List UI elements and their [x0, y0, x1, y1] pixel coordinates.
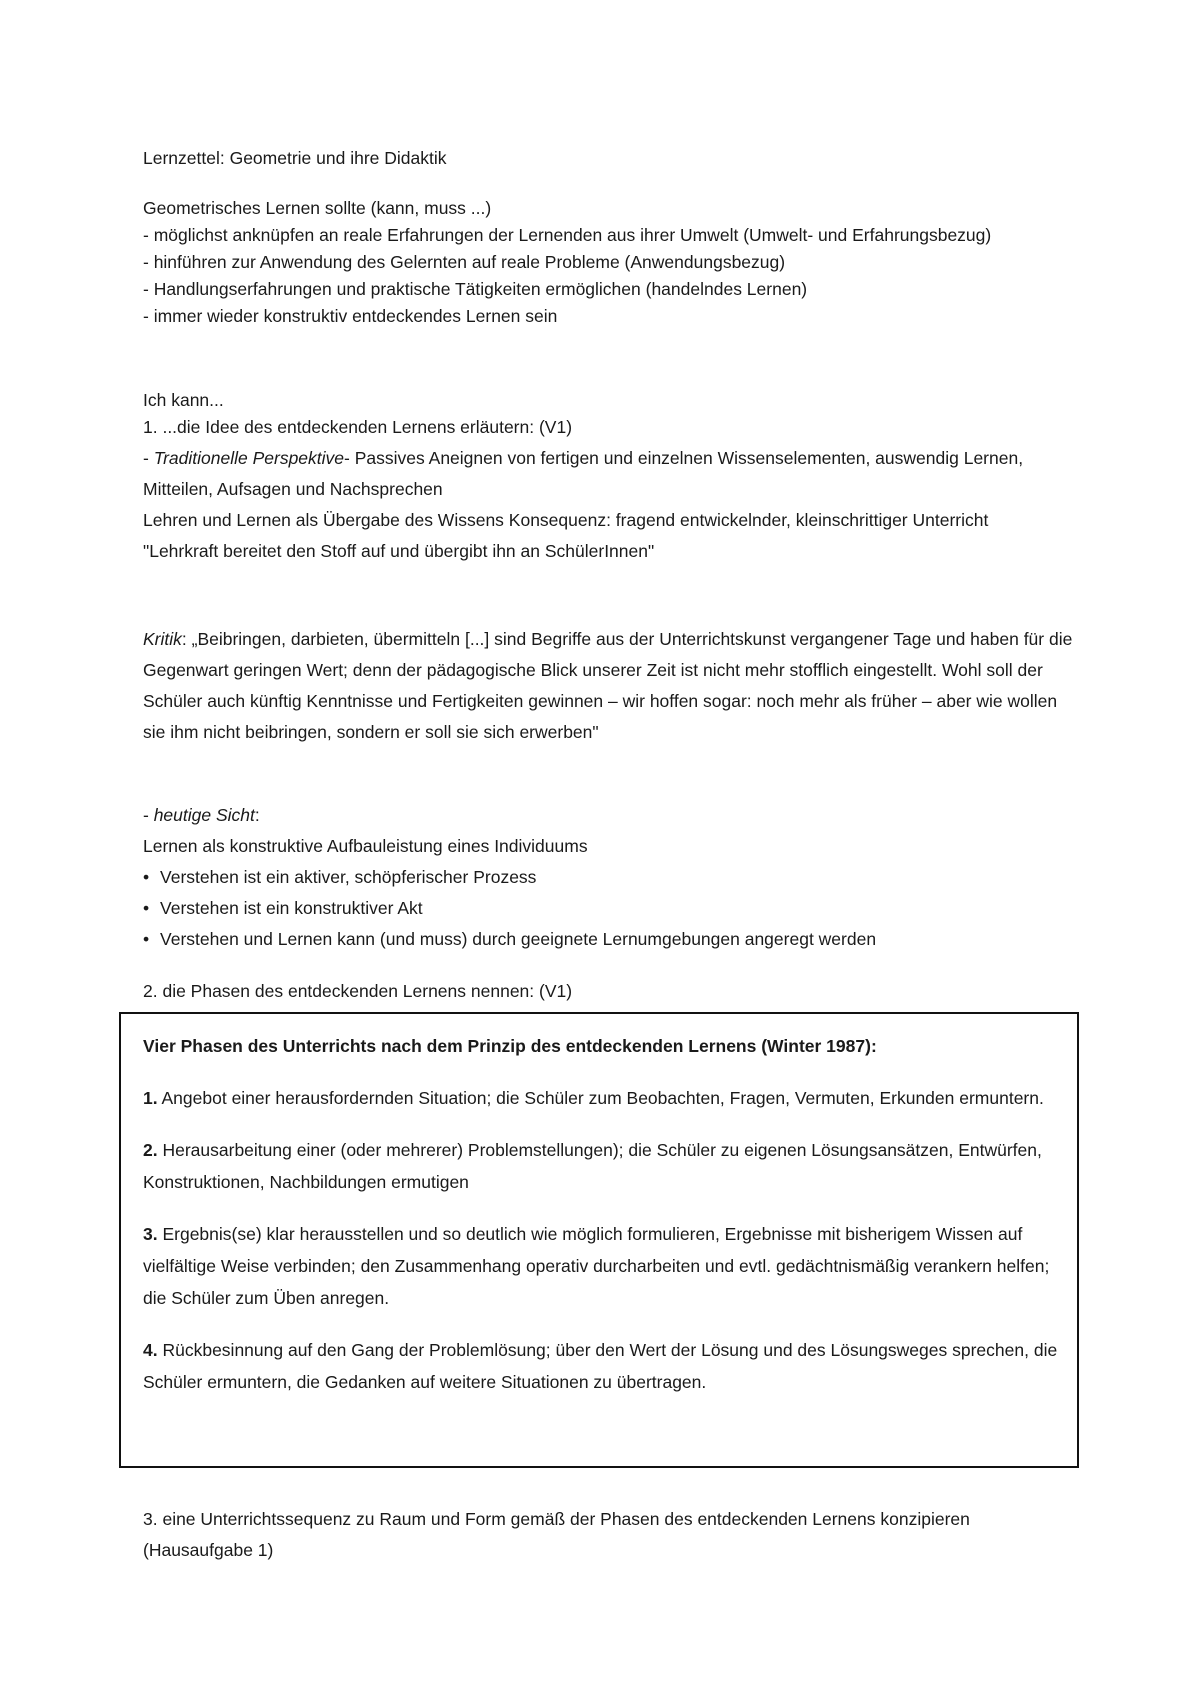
traditional-perspective: - Traditionelle Perspektive- Passives Aneignen von fertigen und einzelnen Wissenselementen, auswendig Lernen, Mitteilen, Aufsagen und Nachsprechen	[143, 448, 1024, 499]
point3-label: 3. eine Unterrichtssequenz zu Raum und Form gemäß der Phasen des entdeckenden Lernens konzipieren (Hausaufgabe 1)	[143, 1509, 970, 1560]
point2-label: 2. die Phasen des entdeckenden Lernens nennen: (V1)	[143, 981, 573, 1001]
phases-box	[119, 1012, 1079, 1468]
bullet-icon: •	[143, 929, 150, 949]
intro-item: - immer wieder konstruktiv entdeckendes Lernen sein	[143, 306, 558, 326]
bullet-item: • Verstehen ist ein konstruktiver Akt	[143, 893, 1073, 924]
point1-label: 1. ...die Idee des entdeckenden Lernens erläutern: (V1)	[143, 417, 573, 437]
bullet-item: • Verstehen und Lernen kann (und muss) durch geeignete Lernumgebungen angeregt werden	[143, 924, 1073, 955]
point2-section	[143, 978, 1073, 1005]
traditional-section	[143, 443, 1043, 567]
doc-title-block	[143, 145, 1073, 172]
ichkann-label: Ich kann...	[143, 390, 224, 410]
doc-title: Lernzettel: Geometrie und ihre Didaktik	[143, 148, 447, 168]
phase-item: 4. Rückbesinnung auf den Gang der Problemlösung; über den Wert der Lösung und des Lösungsweges sprechen, die Schüler ermuntern, die Gedanken auf weitere Situationen zu übertragen.	[143, 1340, 1058, 1392]
intro-item: - Handlungserfahrungen und praktische Tätigkeiten ermöglichen (handelndes Lernen)	[143, 279, 808, 299]
kritik-paragraph: Kritik: „Beibringen, darbieten, übermitteln [...] sind Begriffe aus der Unterrichtskunst vergangener Tage und haben für die Gegenwart geringen Wert; denn der pädagogische Blick unserer Zeit ist nicht mehr stofflich eingestellt. Wohl soll der Schüler auch künftig Kenntnisse und Fertigkeiten gewinnen – wir hoffen sogar: noch mehr als früher – aber wie wollen sie ihm nicht beibringen, sondern er soll sie sich erwerben"	[143, 629, 1073, 742]
traditional-label: Traditionelle Perspektive	[153, 448, 345, 468]
bullet-icon: •	[143, 898, 150, 918]
kritik-label: Kritik	[143, 629, 182, 649]
heute-label: heutige Sicht	[153, 805, 255, 825]
intro-item: - hinführen zur Anwendung des Gelernten auf reale Probleme (Anwendungsbezug)	[143, 252, 786, 272]
kritik-section	[143, 624, 1073, 748]
heute-heading: - heutige Sicht:	[143, 805, 260, 825]
ichkann-section	[143, 387, 1073, 441]
phase-item: 1. Angebot einer herausfordernden Situation; die Schüler zum Beobachten, Fragen, Vermuten, Erkunden ermuntern.	[143, 1088, 1044, 1108]
phase-item: 3. Ergebnis(se) klar herausstellen und so deutlich wie möglich formulieren, Ergebnisse mit bisherigem Wissen auf vielfältige Weise verbinden; den Zusammenhang operativ durcharbeiten und evtl. gedächtnismäßig verankern helfen; die Schüler zum Üben anregen.	[143, 1224, 1050, 1308]
bullet-icon: •	[143, 867, 150, 887]
lehren-text: Lehren und Lernen als Übergabe des Wissens Konsequenz: fragend entwickelnder, kleinschrittiger Unterricht	[143, 510, 989, 530]
intro-section	[143, 195, 1073, 330]
box-title: Vier Phasen des Unterrichts nach dem Prinzip des entdeckenden Lernens (Winter 1987):	[143, 1036, 877, 1056]
phase-item: 2. Herausarbeitung einer (oder mehrerer) Problemstellungen); die Schüler zu eigenen Lösungsansätzen, Entwürfen, Konstruktionen, Nachbildungen ermutigen	[143, 1140, 1042, 1192]
bullet-item: • Verstehen ist ein aktiver, schöpferischer Prozess	[143, 862, 1073, 893]
point3-section	[143, 1504, 1003, 1566]
heute-line: Lernen als konstruktive Aufbauleistung eines Individuums	[143, 836, 588, 856]
intro-heading: Geometrisches Lernen sollte (kann, muss ...)	[143, 198, 492, 218]
heute-section	[143, 800, 1073, 955]
intro-item: - möglichst anknüpfen an reale Erfahrungen der Lernenden aus ihrer Umwelt (Umwelt- und Erfahrungsbezug)	[143, 225, 992, 245]
teacher-quote: "Lehrkraft bereitet den Stoff auf und übergibt ihn an SchülerInnen"	[143, 541, 655, 561]
